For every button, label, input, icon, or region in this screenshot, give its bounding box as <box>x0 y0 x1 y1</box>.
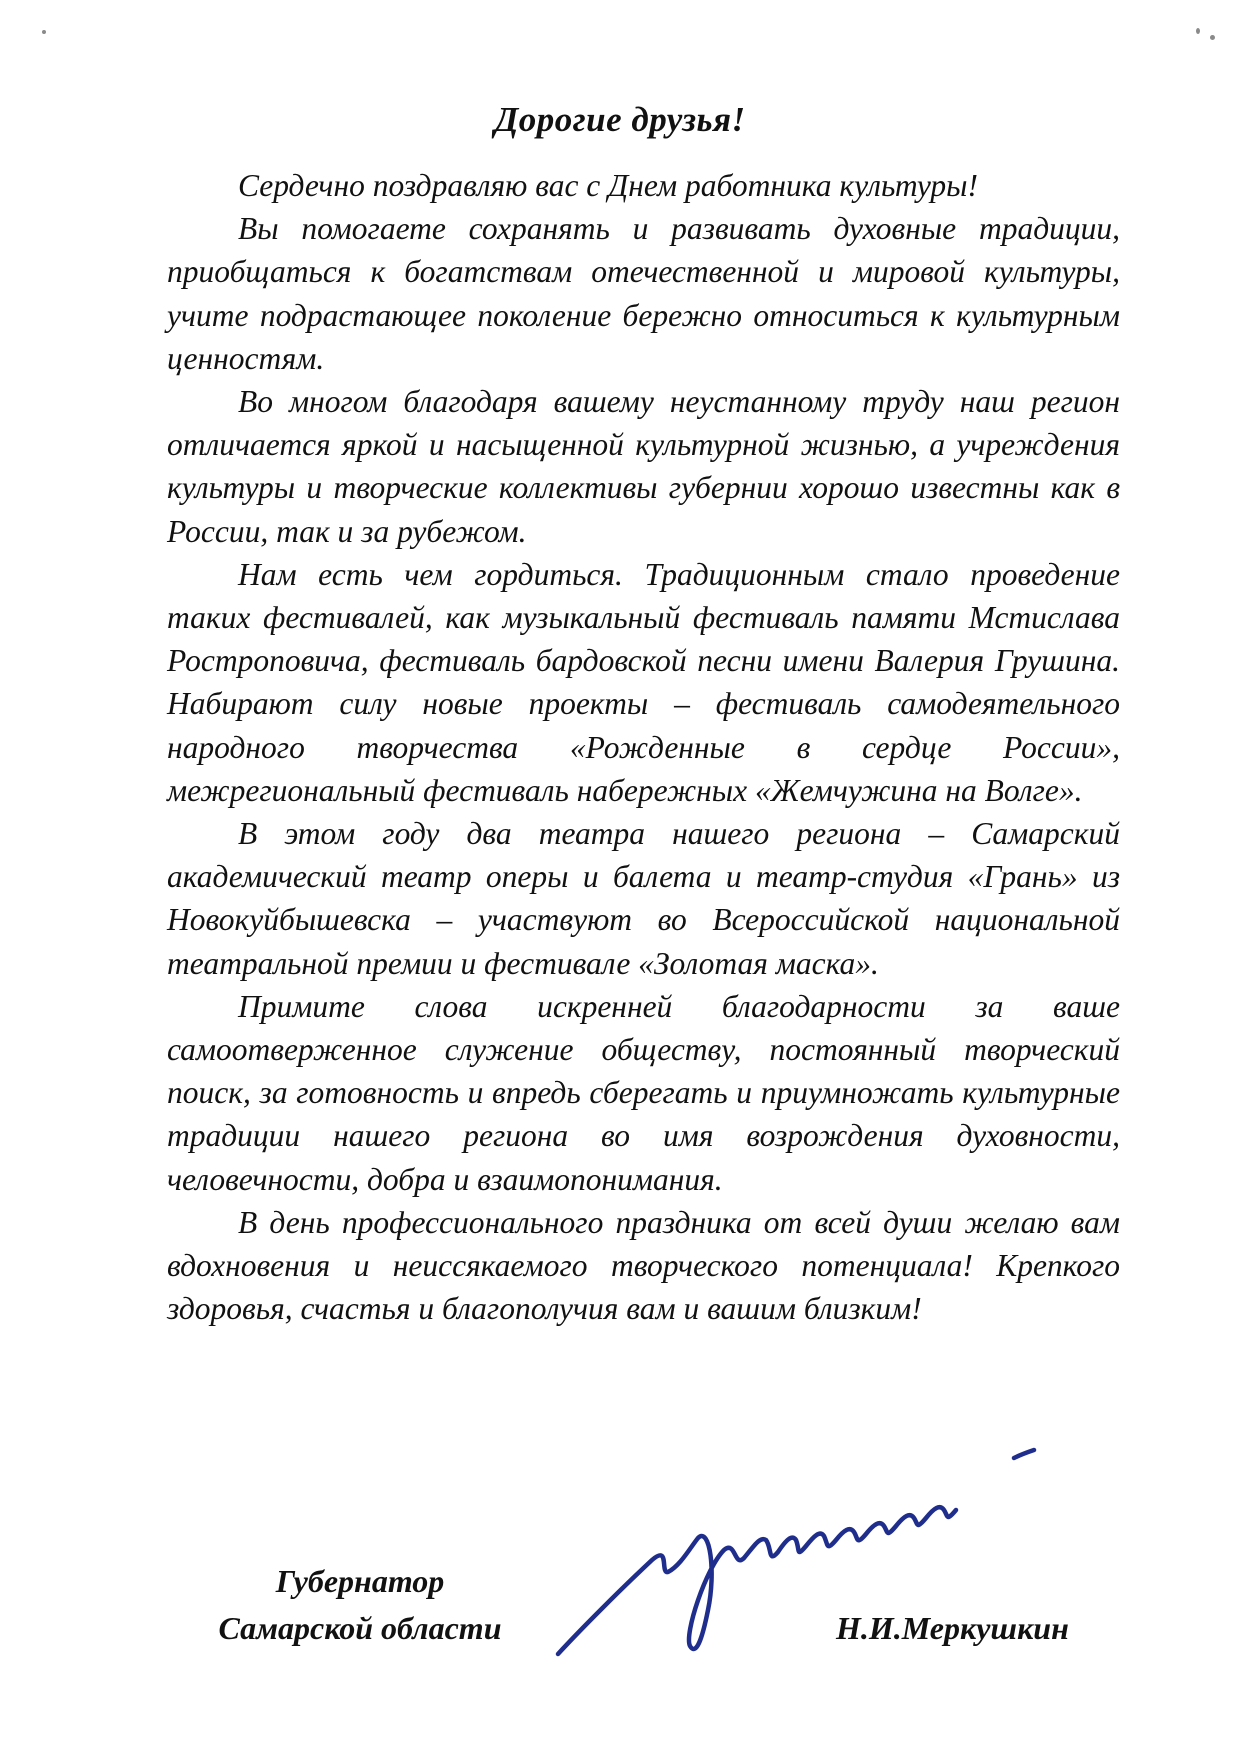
scan-speck <box>42 30 46 34</box>
letter-body <box>167 164 1120 1330</box>
scan-speck <box>1196 28 1200 34</box>
scan-speck <box>1210 35 1215 40</box>
letter-paragraph: Вы помогаете сохранять и развивать духовные традиции, приобщаться к богатствам отечественной и мировой культуры, учите подрастающее поколение бережно относиться к культурным ценностям. <box>167 211 1120 376</box>
signatory-position-line: Самарской области <box>218 1610 502 1646</box>
letter-paragraph: В этом году два театра нашего региона – Самарский академический театр оперы и балета и театр-студия «Грань» из Новокуйбышевска – участвуют во Всероссийской национальной театральной премии и фестивале «Золотая маска». <box>167 816 1120 981</box>
signatory-position-line: Губернатор <box>275 1563 445 1599</box>
letter-paragraph: Сердечно поздравляю вас с Днем работника культуры! <box>238 168 979 203</box>
letter-paragraph: Во многом благодаря вашему неустанному труду наш регион отличается яркой и насыщенной культурной жизнью, а учреждения культуры и творческие коллективы губернии хорошо известны как в России, так и за рубежом. <box>167 384 1120 549</box>
letter-paragraph: В день профессионального праздника от всей души желаю вам вдохновения и неиссякаемого творческого потенциала! Крепкого здоровья, счастья и благополучия вам и вашим близким! <box>167 1204 1120 1327</box>
signatory-position <box>160 1558 560 1652</box>
letter-greeting: Дорогие друзья! <box>494 100 746 139</box>
signatory-name: Н.И.Меркушкин <box>836 1610 1069 1646</box>
letter-paragraph: Нам есть чем гордиться. Традиционным стало проведение таких фестивалей, как музыкальный фестиваль памяти Мстислава Ростроповича, фестиваль бардовской песни имени Валерия Грушина. Набирают силу новые проекты – фестиваль самодеятельного народного творчества «Рожденные в сердце России», межрегиональный фестиваль набережных «Жемчужина на Волге». <box>167 556 1120 808</box>
letter-paragraph: Примите слова искренней благодарности за ваше самоотверженное служение обществу, постоянный творческий поиск, за готовность и впредь сберегать и приумножать культурные традиции нашего региона во имя возрождения духовности, человечности, добра и взаимопонимания. <box>167 988 1120 1197</box>
